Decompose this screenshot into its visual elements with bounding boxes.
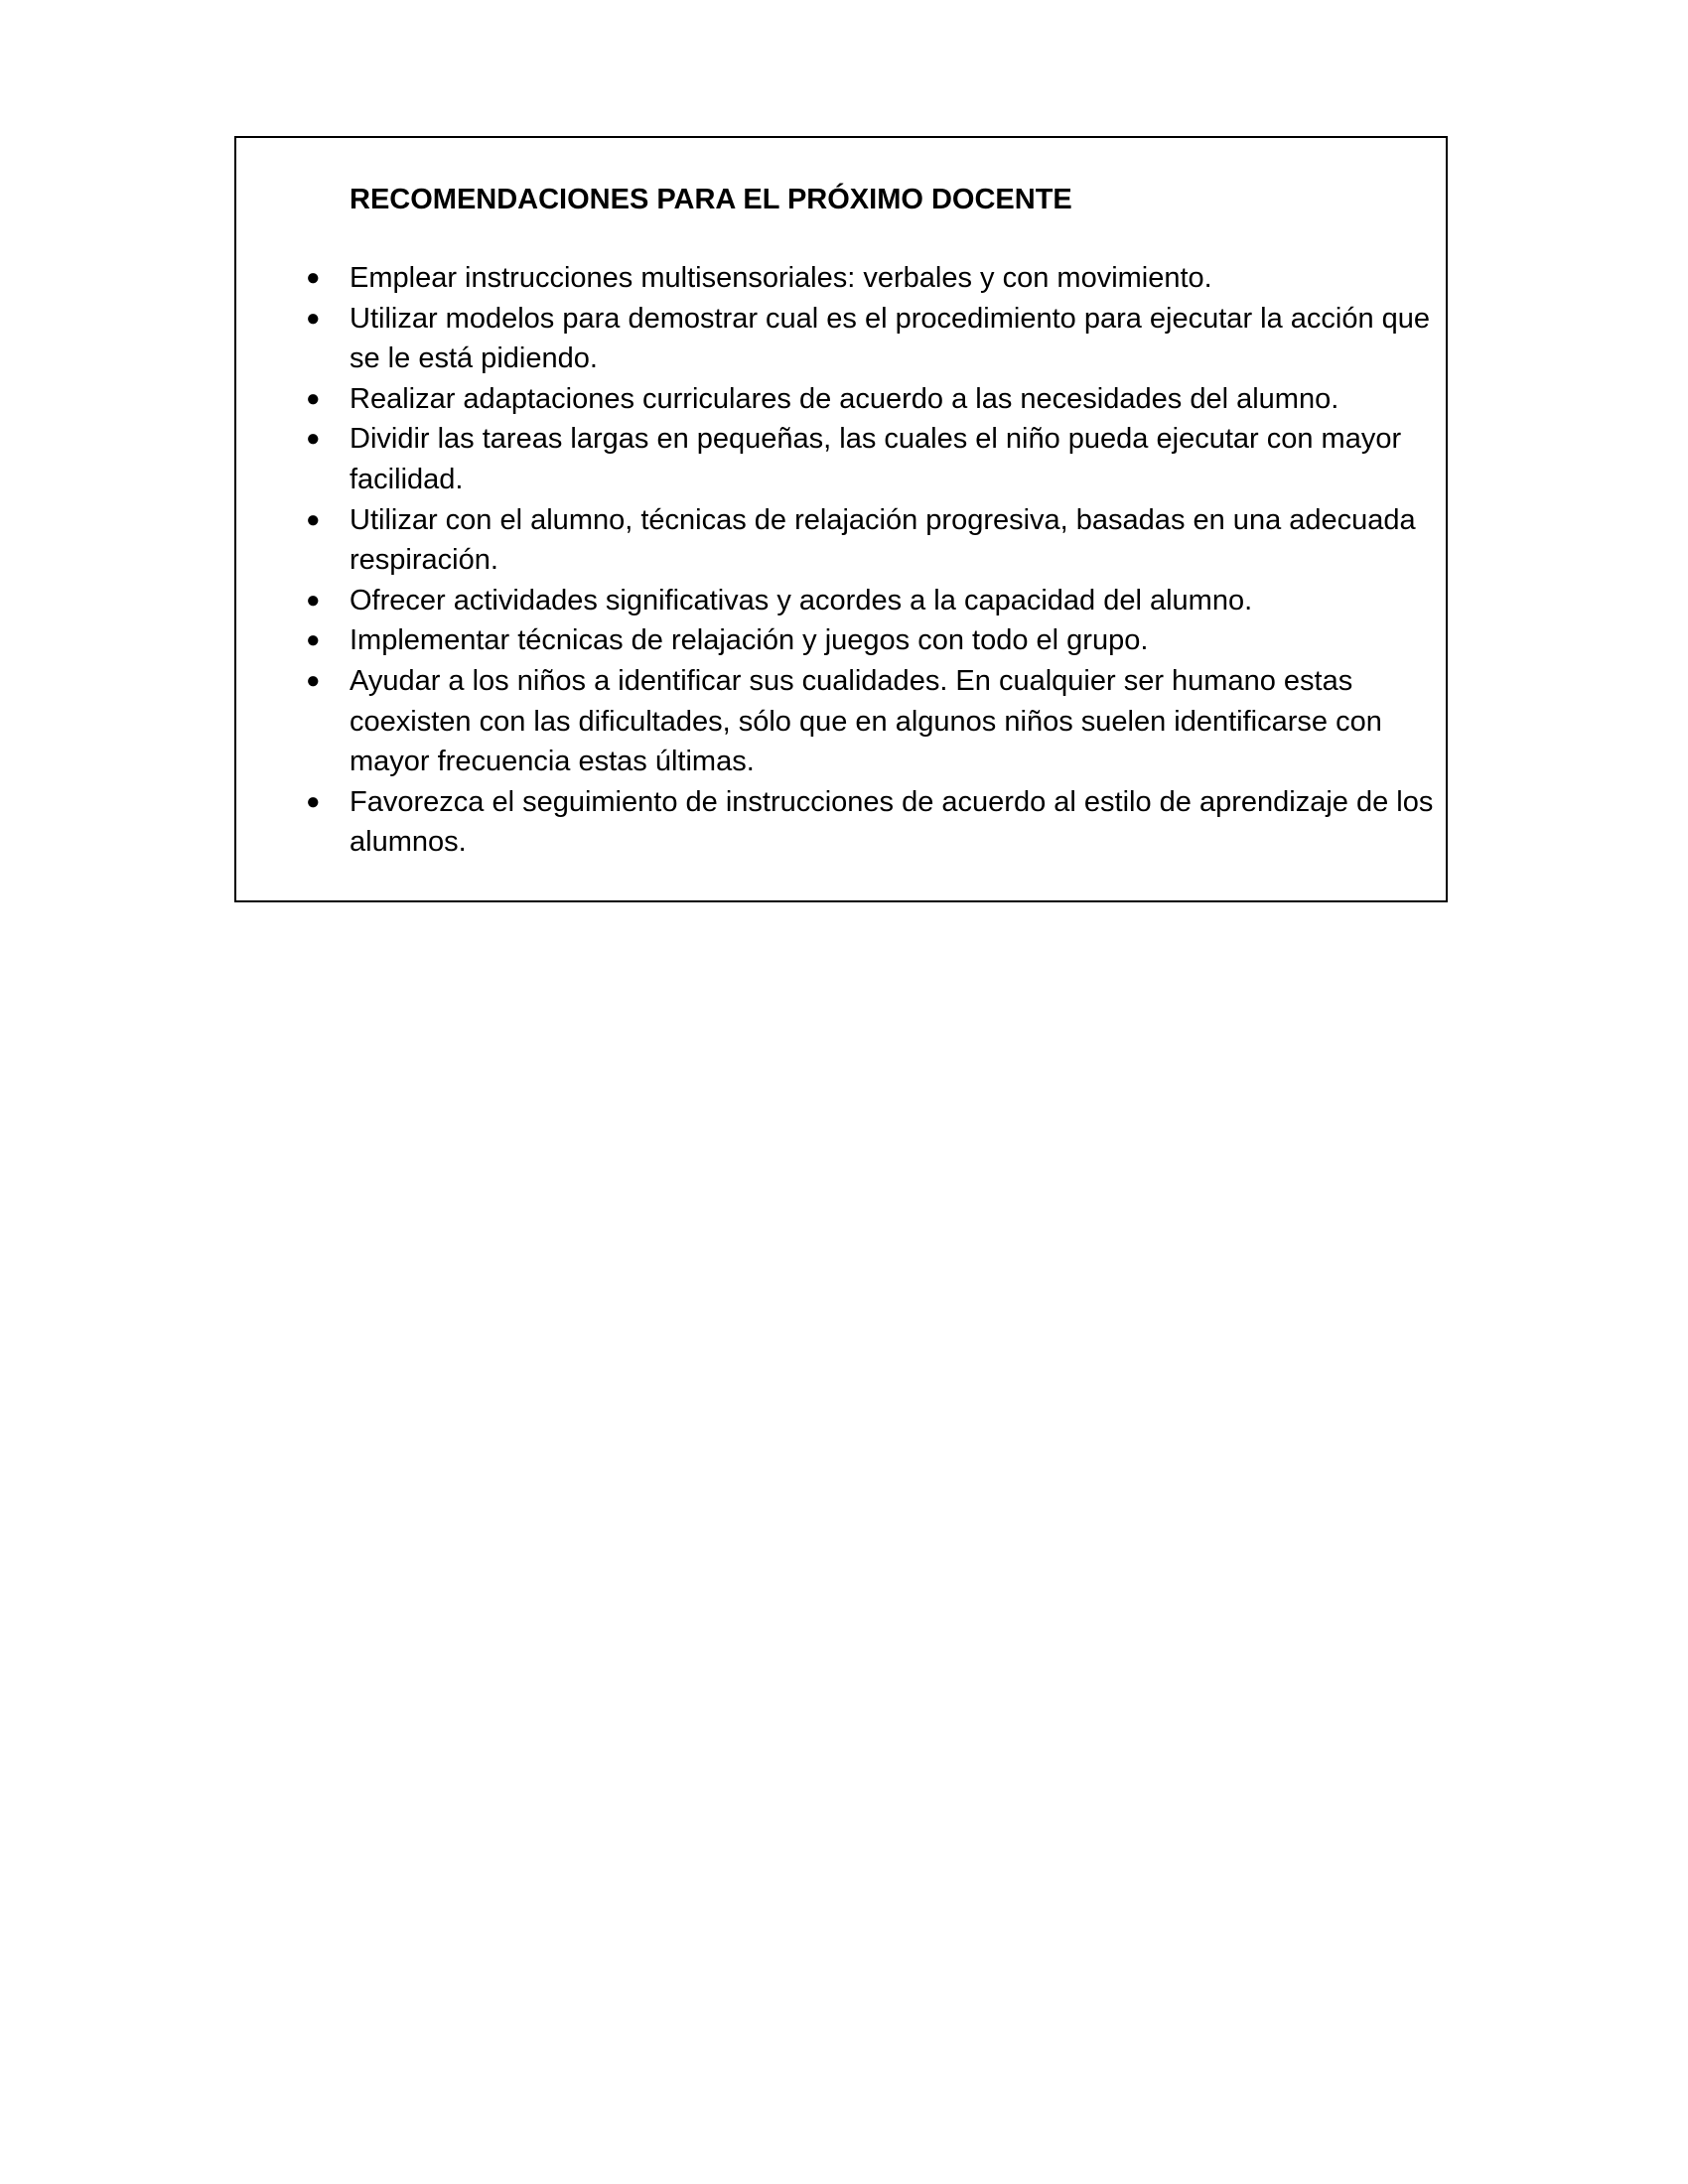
bullet-icon: ● xyxy=(306,505,321,533)
bullet-icon: ● xyxy=(306,425,321,453)
recommendations-heading: RECOMENDACIONES PARA EL PRÓXIMO DOCENTE xyxy=(350,184,1072,215)
recommendation-item xyxy=(236,379,1450,420)
bullet-icon: ● xyxy=(306,264,321,291)
bullet-icon: ● xyxy=(306,586,321,614)
recommendation-text: Realizar adaptaciones curriculares de acuerdo a las necesidades del alumno. xyxy=(350,382,1339,415)
bullet-icon: ● xyxy=(306,384,321,412)
recommendation-text: Emplear instrucciones multisensoriales: verbales y con movimiento. xyxy=(350,262,1212,294)
recommendation-text: Dividir las tareas largas en pequeñas, las cuales el niño pueda ejecutar con mayor facilidad. xyxy=(350,423,1402,495)
recommendation-text: Implementar técnicas de relajación y juegos con todo el grupo. xyxy=(350,624,1149,657)
recommendation-item xyxy=(236,258,1450,299)
bullet-icon: ● xyxy=(306,304,321,332)
bullet-icon: ● xyxy=(306,666,321,694)
recommendation-item xyxy=(236,661,1450,782)
bullet-icon: ● xyxy=(306,626,321,654)
recommendation-text: Ayudar a los niños a identificar sus cualidades. En cualquier ser humano estas coexisten con las dificultades, sólo que en algunos niños suelen identificarse con mayor frecuencia estas últimas. xyxy=(350,664,1382,778)
recommendations-list xyxy=(236,258,1450,863)
recommendation-item xyxy=(236,782,1450,863)
recommendations-box xyxy=(234,136,1448,902)
recommendation-text: Favorezca el seguimiento de instrucciones de acuerdo al estilo de aprendizaje de los alumnos. xyxy=(350,785,1434,859)
recommendation-item xyxy=(236,500,1450,581)
recommendation-item xyxy=(236,620,1450,661)
recommendation-item xyxy=(236,299,1450,379)
recommendation-item xyxy=(236,419,1450,499)
recommendation-text: Utilizar modelos para demostrar cual es el procedimiento para ejecutar la acción que se le está pidiendo. xyxy=(350,302,1431,375)
recommendation-item xyxy=(236,581,1450,621)
bullet-icon: ● xyxy=(306,787,321,815)
recommendation-text: Utilizar con el alumno, técnicas de relajación progresiva, basadas en una adecuada respiración. xyxy=(350,503,1416,577)
recommendation-text: Ofrecer actividades significativas y acordes a la capacidad del alumno. xyxy=(350,584,1253,616)
